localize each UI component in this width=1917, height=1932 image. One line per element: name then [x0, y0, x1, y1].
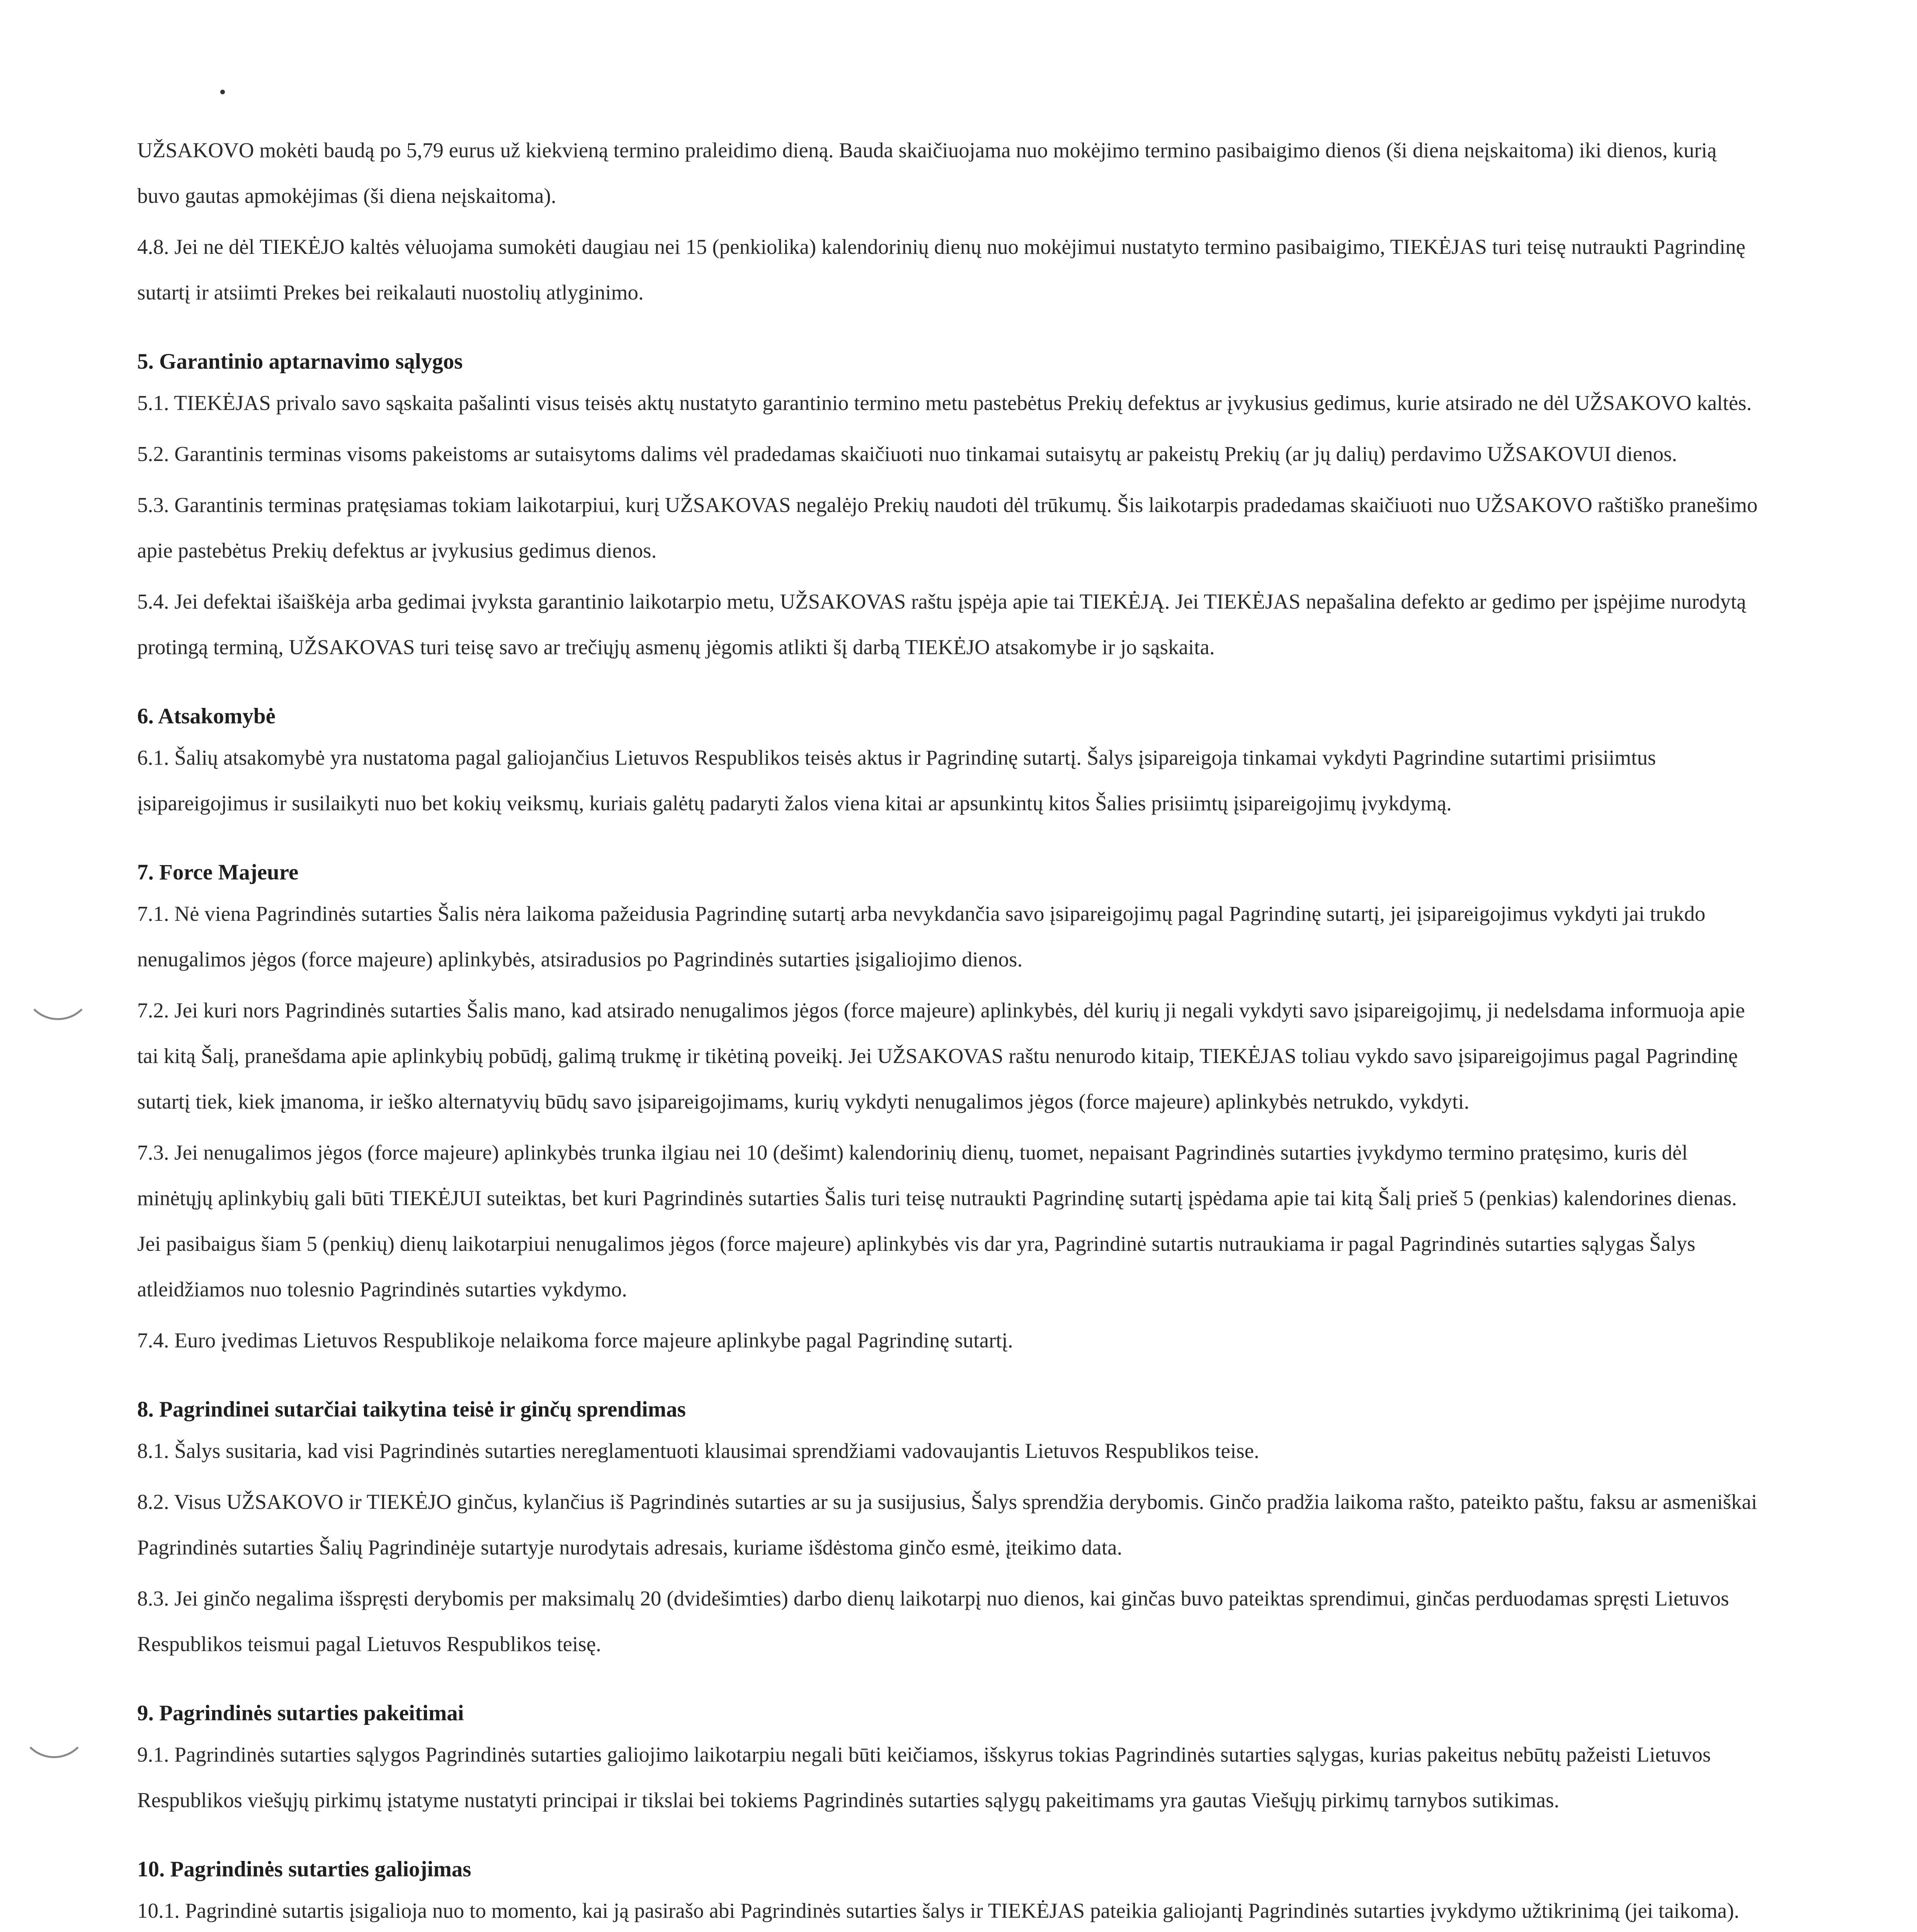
paragraph: 7.4. Euro įvedimas Lietuvos Respublikoje nelaikoma force majeure aplinkybe pagal Pagrindinę sutartį.: [137, 1328, 1013, 1352]
section-validity: [137, 1851, 1760, 1932]
paragraph: 7.3. Jei nenugalimos jėgos (force majeure) aplinkybės trunka ilgiau nei 10 (dešimt) kalendorinių dienų, tuomet, nepaisant Pagrindinės sutarties įvykdymo termino pratęsimo, kuris dėl minėtųjų aplinkybių gali būti TIEKĖJUI suteiktas, bet kuri Pagrindinės sutarties Šalis turi teisę nutraukti Pagrindinę sutartį įspėdama apie tai kitą Šalį prieš 5 (penkias) kalendorines dienas. Jei pasibaigus šiam 5 (penkių) dienų laikotarpiui nenugalimos jėgos (force majeure) aplinkybės vis dar yra, Pagrindinė sutartis nutraukiama ir pagal Pagrindinės sutarties sąlygas Šalys atleidžiamos nuo tolesnio Pagrindinės sutarties vykdymo.: [137, 1141, 1737, 1301]
paragraph: 7.2. Jei kuri nors Pagrindinės sutarties Šalis mano, kad atsirado nenugalimos jėgos (force majeure) aplinkybės, dėl kurių ji negali vykdyti savo įsipareigojimų, ji nedelsdama informuoja apie tai kitą Šalį, pranešdama apie aplinkybių pobūdį, galimą trukmę ir tikėtiną poveikį. Jei UŽSAKOVAS raštu nenurodo kitaip, TIEKĖJAS toliau vykdo savo įsipareigojimus pagal Pagrindinę sutartį tiek, kiek įmanoma, ir ieško alternatyvių būdų savo įsipareigojimams, kurių vykdyti nenugalimos jėgos (force majeure) aplinkybės netrukdo, vykdyti.: [137, 998, 1745, 1113]
section-heading: 5. Garantinio aptarnavimo sąlygos: [137, 349, 463, 374]
document-body: [137, 128, 1760, 1932]
section-heading: 7. Force Majeure: [137, 860, 299, 884]
binder-hole-mark: [19, 1712, 89, 1758]
paragraph: 6.1. Šalių atsakomybė yra nustatoma pagal galiojančius Lietuvos Respublikos teisės aktus ir Pagrindinę sutartį. Šalys įsipareigoja tinkamai vykdyti Pagrindine sutartimi prisiimtus įsipareigojimus ir susilaikyti nuo bet kokių veiksmų, kuriais galėtų padaryti žalos viena kitai ar apsunkintų kitos Šalies prisiimtų įsipareigojimų įvykdymą.: [137, 746, 1656, 815]
section-heading: 8. Pagrindinei sutarčiai taikytina teisė ir ginčų sprendimas: [137, 1397, 686, 1422]
section-heading: 10. Pagrindinės sutarties galiojimas: [137, 1857, 471, 1881]
paragraph: 4.8. Jei ne dėl TIEKĖJO kaltės vėluojama sumokėti daugiau nei 15 (penkiolika) kalendorinių dienų nuo mokėjimui nustatyto termino pasibaigimo, TIEKĖJAS turi teisę nutraukti Pagrindinę sutartį ir atsiimti Prekes bei reikalauti nuostolių atlyginimo.: [137, 235, 1745, 304]
section-amendments: [137, 1695, 1760, 1823]
paragraph: 9.1. Pagrindinės sutarties sąlygos Pagrindinės sutarties galiojimo laikotarpiu negali būti keičiamos, išskyrus tokias Pagrindinės sutarties sąlygas, kurias pakeitus nebūtų pažeisti Lietuvos Respublikos viešųjų pirkimų įstatyme nustatyti principai ir tikslai bei tokiems Pagrindinės sutarties sąlygų pakeitimams yra gautas Viešųjų pirkimų tarnybos sutikimas.: [137, 1743, 1711, 1812]
paragraph: UŽSAKOVO mokėti baudą po 5,79 eurus už kiekvieną termino praleidimo dieną. Bauda skaičiuojama nuo mokėjimo termino pasibaigimo dienos (ši diena neįskaitoma) iki dienos, kurią buvo gautas apmokėjimas (ši diena neįskaitoma).: [137, 138, 1717, 207]
paragraph: 5.4. Jei defektai išaiškėja arba gedimai įvyksta garantinio laikotarpio metu, UŽSAKOVAS raštu įspėja apie tai TIEKĖJĄ. Jei TIEKĖJAS nepašalina defekto ar gedimo per įspėjime nurodytą protingą terminą, UŽSAKOVAS turi teisę savo ar trečiųjų asmenų jėgomis atlikti šį darbą TIEKĖJO atsakomybe ir jo sąskaita.: [137, 590, 1746, 659]
paragraph: 10.1. Pagrindinė sutartis įsigalioja nuo to momento, kai ją pasirašo abi Pagrindinės sutarties šalys ir TIEKĖJAS pateikia galiojantį Pagrindinės sutarties įvykdymo užtikrinimą (jei taikoma).: [137, 1899, 1740, 1922]
scan-dot: [220, 90, 225, 94]
section-liability: [137, 698, 1760, 826]
paragraph: 8.3. Jei ginčo negalima išspręsti derybomis per maksimalų 20 (dvidešimties) darbo dienų laikotarpį nuo dienos, kai ginčas buvo pateiktas sprendimui, ginčas perduodamas spręsti Lietuvos Respublikos teismui pagal Lietuvos Respublikos teisę.: [137, 1587, 1729, 1656]
paragraph: 5.2. Garantinis terminas visoms pakeistoms ar sutaisytoms dalims vėl pradedamas skaičiuoti nuo tinkamai sutaisytų ar pakeistų Prekių (ar jų dalių) perdavimo UŽSAKOVUI dienos.: [137, 442, 1677, 466]
section-heading: 9. Pagrindinės sutarties pakeitimai: [137, 1701, 464, 1725]
paragraph: 7.1. Nė viena Pagrindinės sutarties Šalis nėra laikoma pažeidusia Pagrindinę sutartį arba nevykdančia savo įsipareigojimų pagal Pagrindinę sutartį, jei įsipareigojimus vykdyti jai trukdo nenugalimos jėgos (force majeure) aplinkybės, atsiradusios po Pagrindinės sutarties įsigaliojimo dienos.: [137, 902, 1706, 971]
section-heading: 6. Atsakomybė: [137, 704, 276, 728]
binder-hole-mark: [23, 974, 93, 1020]
section-governing-law: [137, 1391, 1760, 1667]
paragraph: 8.1. Šalys susitaria, kad visi Pagrindinės sutarties nereglamentuoti klausimai sprendžiami vadovaujantis Lietuvos Respublikos teise.: [137, 1439, 1259, 1463]
paragraph: 8.2. Visus UŽSAKOVO ir TIEKĖJO ginčus, kylančius iš Pagrindinės sutarties ar su ja susijusius, Šalys sprendžia derybomis. Ginčo pradžia laikoma rašto, pateikto paštu, faksu ar asmeniškai Pagrindinės sutarties Šalių Pagrindinėje sutartyje nurodytais adresais, kuriame išdėstoma ginčo esmė, įteikimo data.: [137, 1490, 1757, 1559]
section-force-majeure: [137, 854, 1760, 1363]
paragraph: 5.1. TIEKĖJAS privalo savo sąskaita pašalinti visus teisės aktų nustatyto garantinio termino metu pastebėtus Prekių defektus ar įvykusius gedimus, kurie atsirado ne dėl UŽSAKOVO kaltės.: [137, 391, 1752, 415]
paragraph: 5.3. Garantinis terminas pratęsiamas tokiam laikotarpiui, kurį UŽSAKOVAS negalėjo Prekių naudoti dėl trūkumų. Šis laikotarpis pradedamas skaičiuoti nuo UŽSAKOVO raštiško pranešimo apie pastebėtus Prekių defektus ar įvykusius gedimus dienos.: [137, 493, 1758, 562]
section-warranty: [137, 343, 1760, 670]
